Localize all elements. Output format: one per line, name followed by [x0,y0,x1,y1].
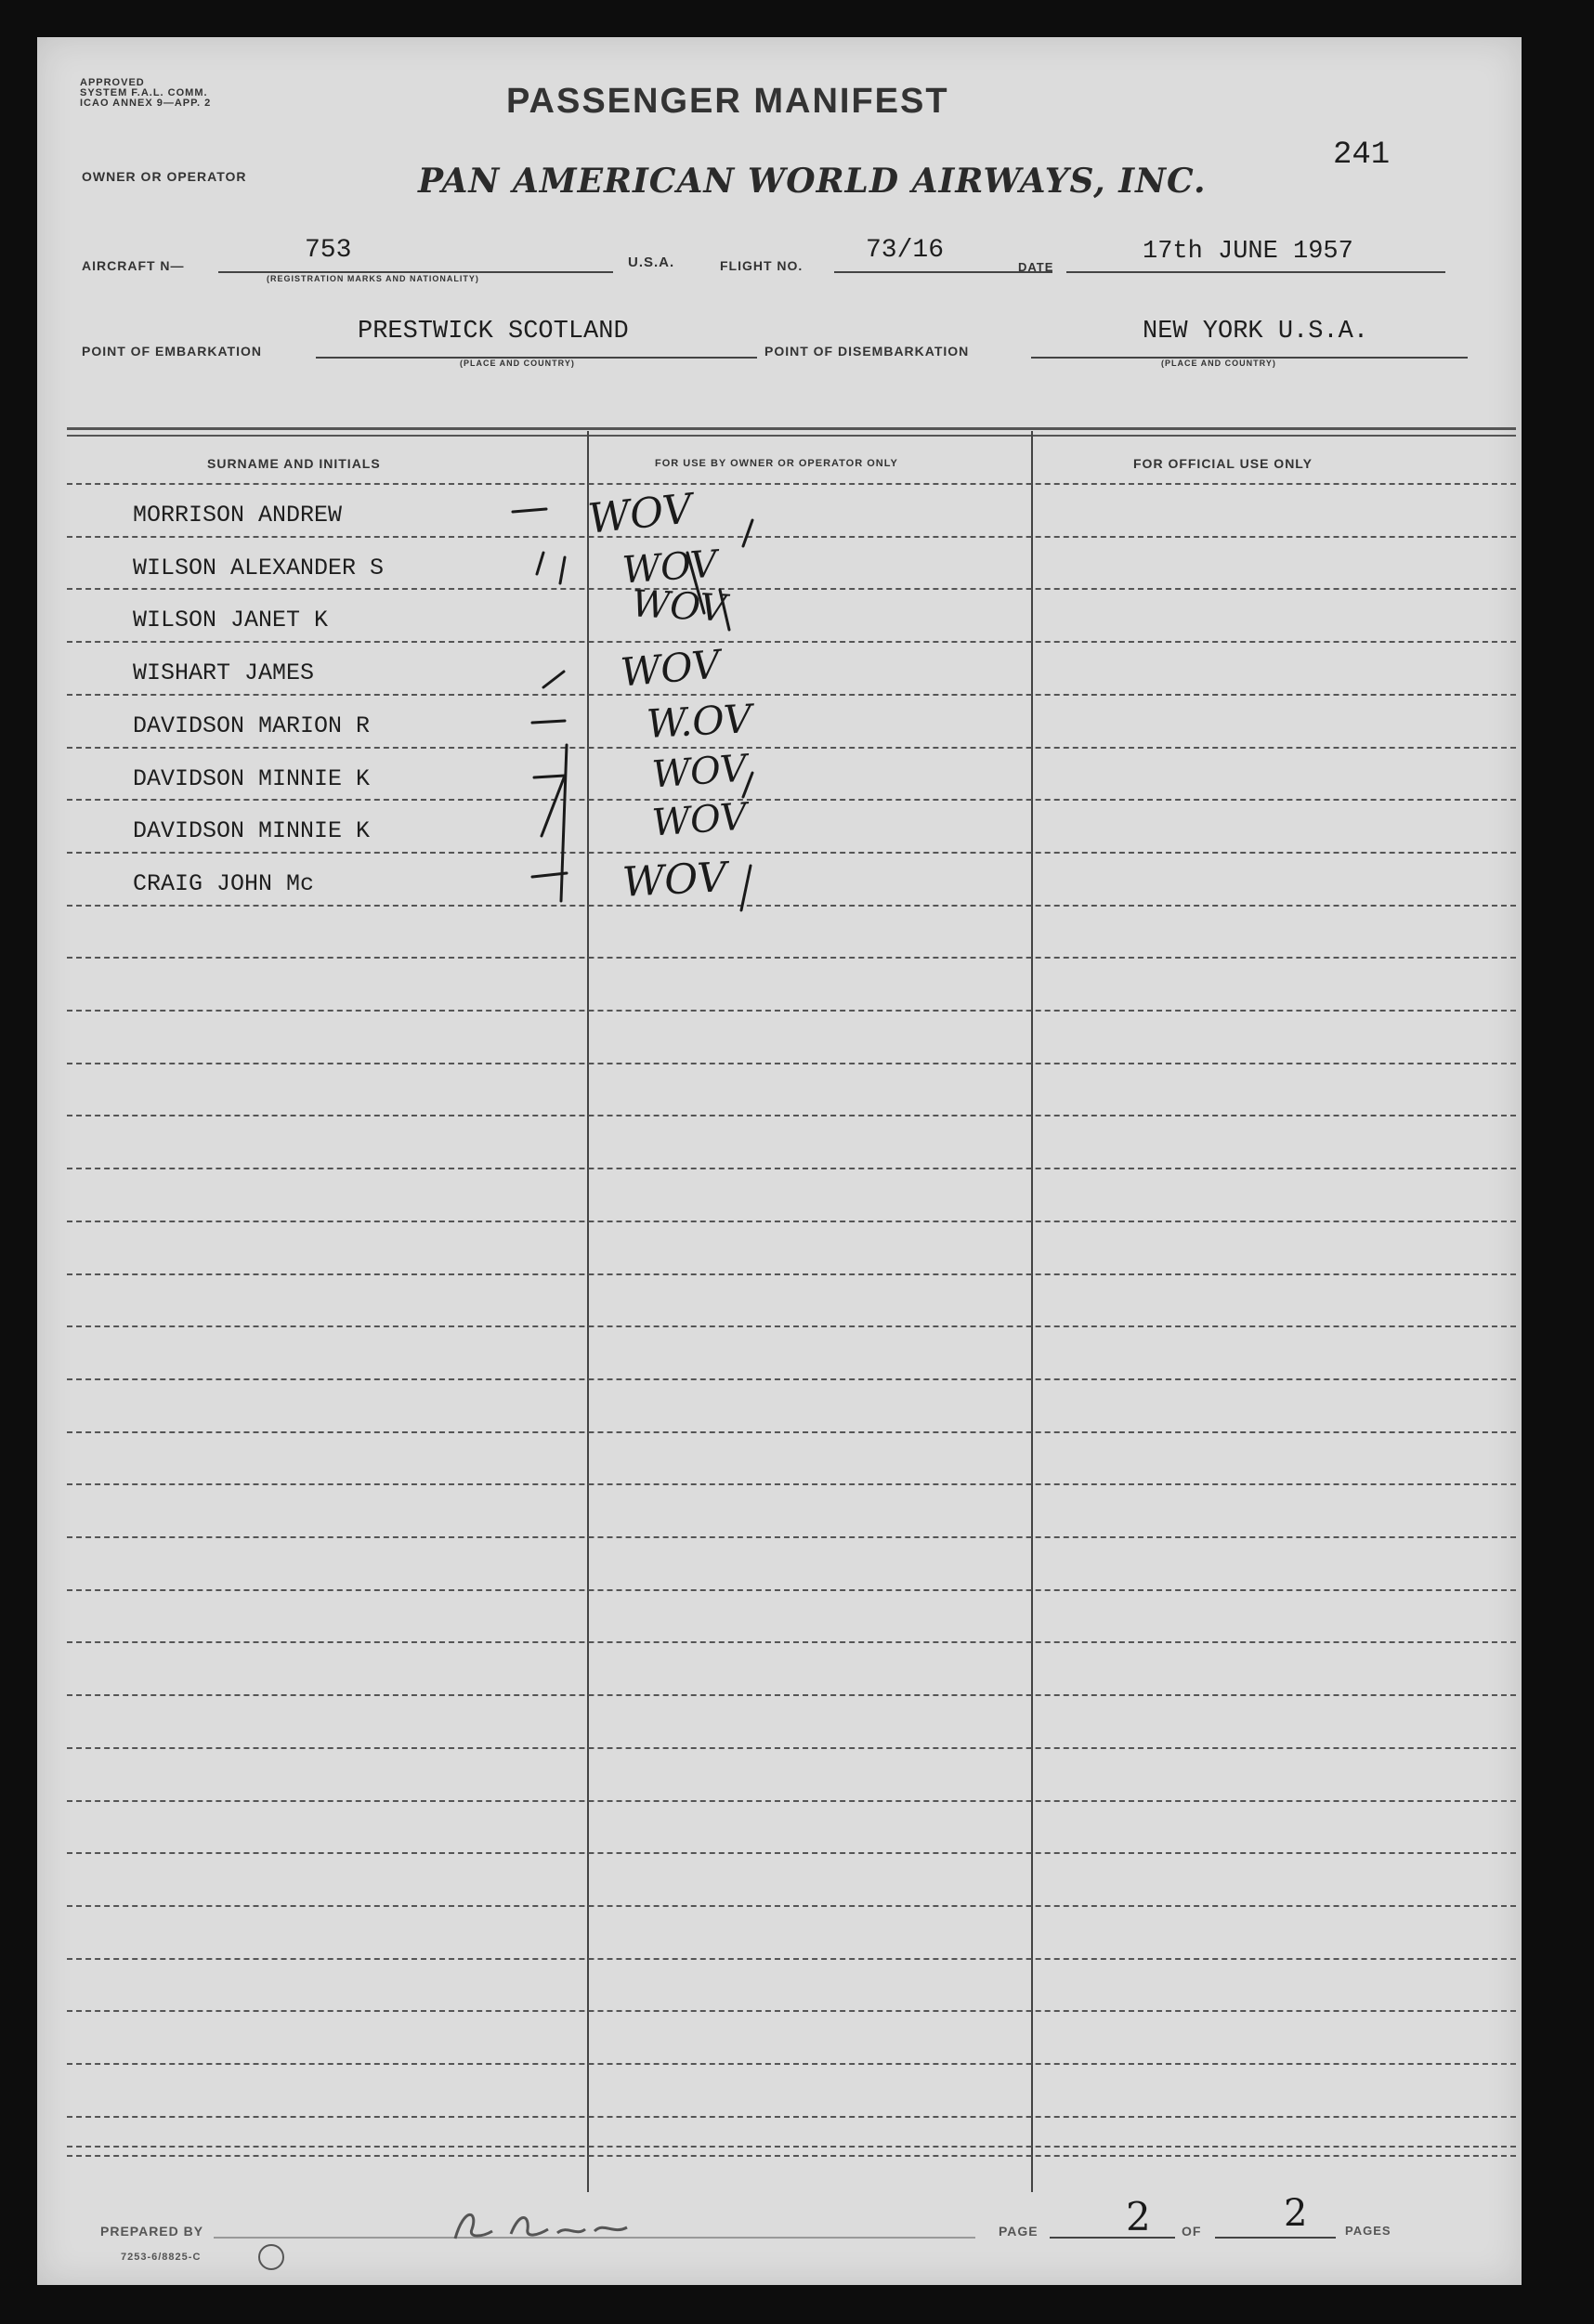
row-rule [67,1273,1516,1275]
row-rule [67,852,1516,854]
operator-mark: WOV [650,795,749,845]
passenger-name: DAVIDSON MARION R [133,712,371,739]
tick-mark [532,873,567,877]
row-rule [67,2116,1516,2118]
passenger-name: WILSON JANET K [133,607,329,633]
row-rule [67,1063,1516,1064]
row-rule [67,1641,1516,1643]
row-rule [67,536,1516,538]
column-header-official: FOR OFFICIAL USE ONLY [1133,456,1313,471]
total-pages-field [1215,2211,1336,2239]
passenger-name: WISHART JAMES [133,659,315,686]
owner-value: PAN AMERICAN WORLD AIRWAYS, INC. [418,162,1207,201]
table-top-rule-2 [67,435,1516,437]
operator-mark: WOV [619,641,723,696]
column-header-operator: FOR USE BY OWNER OR OPERATOR ONLY [655,458,898,469]
row-rule [67,1378,1516,1380]
row-rule [67,483,1516,485]
row-rule [67,905,1516,907]
operator-mark: W.OV [645,696,753,747]
tick-mark [543,672,564,687]
tick-mark [561,745,567,901]
pages-label: PAGES [1345,2224,1391,2238]
embarkation-caption: (PLACE AND COUNTRY) [460,359,575,368]
row-rule [67,1115,1516,1116]
usa-label: U.S.A. [628,255,675,270]
passenger-name: WILSON ALEXANDER S [133,555,385,581]
aircraft-value: 753 [305,236,352,265]
row-rule [67,747,1516,749]
row-rule [67,1010,1516,1012]
row-rule [67,1168,1516,1169]
row-rule [67,2063,1516,2065]
prepared-by-label: PREPARED BY [100,2224,204,2239]
row-rule [67,799,1516,801]
operator-mark: WOV [621,542,719,593]
page-title: PASSENGER MANIFEST [506,82,949,121]
row-rule [67,1747,1516,1749]
disembarkation-label: POINT OF DISEMBARKATION [764,344,970,359]
row-rule [67,1431,1516,1433]
row-rule [67,1800,1516,1802]
tick-mark [542,776,565,836]
row-rule [67,2010,1516,2012]
approval-line: APPROVED [80,77,145,88]
row-rule [67,694,1516,696]
operator-mark: WOV [621,854,728,907]
registration-caption: (REGISTRATION MARKS AND NATIONALITY) [267,274,479,283]
aircraft-field [218,243,613,273]
embarkation-value: PRESTWICK SCOTLAND [358,318,629,346]
row-rule [67,1221,1516,1222]
disembarkation-value: NEW YORK U.S.A. [1143,318,1369,346]
table-bottom-rule [67,2146,1516,2148]
operator-mark: WOV [650,747,749,797]
row-rule [67,1694,1516,1696]
approval-block [80,78,211,109]
aircraft-label: AIRCRAFT N— [82,258,185,273]
approval-line: SYSTEM F.A.L. COMM. [80,87,208,98]
row-rule [67,1483,1516,1485]
row-rule [67,1905,1516,1907]
page-label: PAGE [999,2224,1039,2239]
page-number: 2 [1126,2194,1151,2239]
row-rule [67,1958,1516,1960]
row-rule [67,588,1516,590]
operator-mark: WOV [585,485,695,543]
passenger-name: CRAIG JOHN Mc [133,870,315,897]
signature-scribble [446,2201,687,2248]
column-header-names: SURNAME AND INITIALS [207,456,381,471]
flight-value: 73/16 [866,236,945,265]
form-code: 7253-6/8825-C [121,2252,202,2263]
of-label: OF [1182,2224,1202,2239]
table-top-rule [67,427,1516,430]
passenger-name: DAVIDSON MINNIE K [133,765,371,792]
tick-mark [537,553,543,574]
tick-mark [560,557,565,583]
passenger-name: MORRISON ANDREW [133,502,343,529]
row-rule [67,1325,1516,1327]
operator-mark: WOV [630,582,728,631]
row-rule [67,1852,1516,1854]
preparer-signature [446,2201,687,2248]
flight-label: FLIGHT NO. [720,258,804,273]
passenger-name: DAVIDSON MINNIE K [133,817,371,844]
row-rule [67,1536,1516,1538]
tick-mark [532,721,565,723]
row-rule [67,1589,1516,1591]
owner-label: OWNER OR OPERATOR [82,169,247,184]
table-bottom-rule-2 [67,2155,1516,2157]
embarkation-label: POINT OF EMBARKATION [82,344,262,359]
union-label-icon [258,2244,284,2270]
disembarkation-caption: (PLACE AND COUNTRY) [1161,359,1276,368]
tick-mark [513,509,546,512]
tick-mark [534,776,565,777]
manifest-sheet [37,37,1522,2285]
date-label: DATE [1018,260,1054,274]
approval-line: ICAO ANNEX 9—APP. 2 [80,98,212,109]
row-rule [67,957,1516,959]
total-pages: 2 [1284,2192,1308,2235]
page-field [1050,2211,1175,2239]
date-value: 17th JUNE 1957 [1143,238,1353,266]
check-stroke [743,520,752,546]
row-rule [67,641,1516,643]
page-stamp-number: 241 [1333,137,1391,173]
